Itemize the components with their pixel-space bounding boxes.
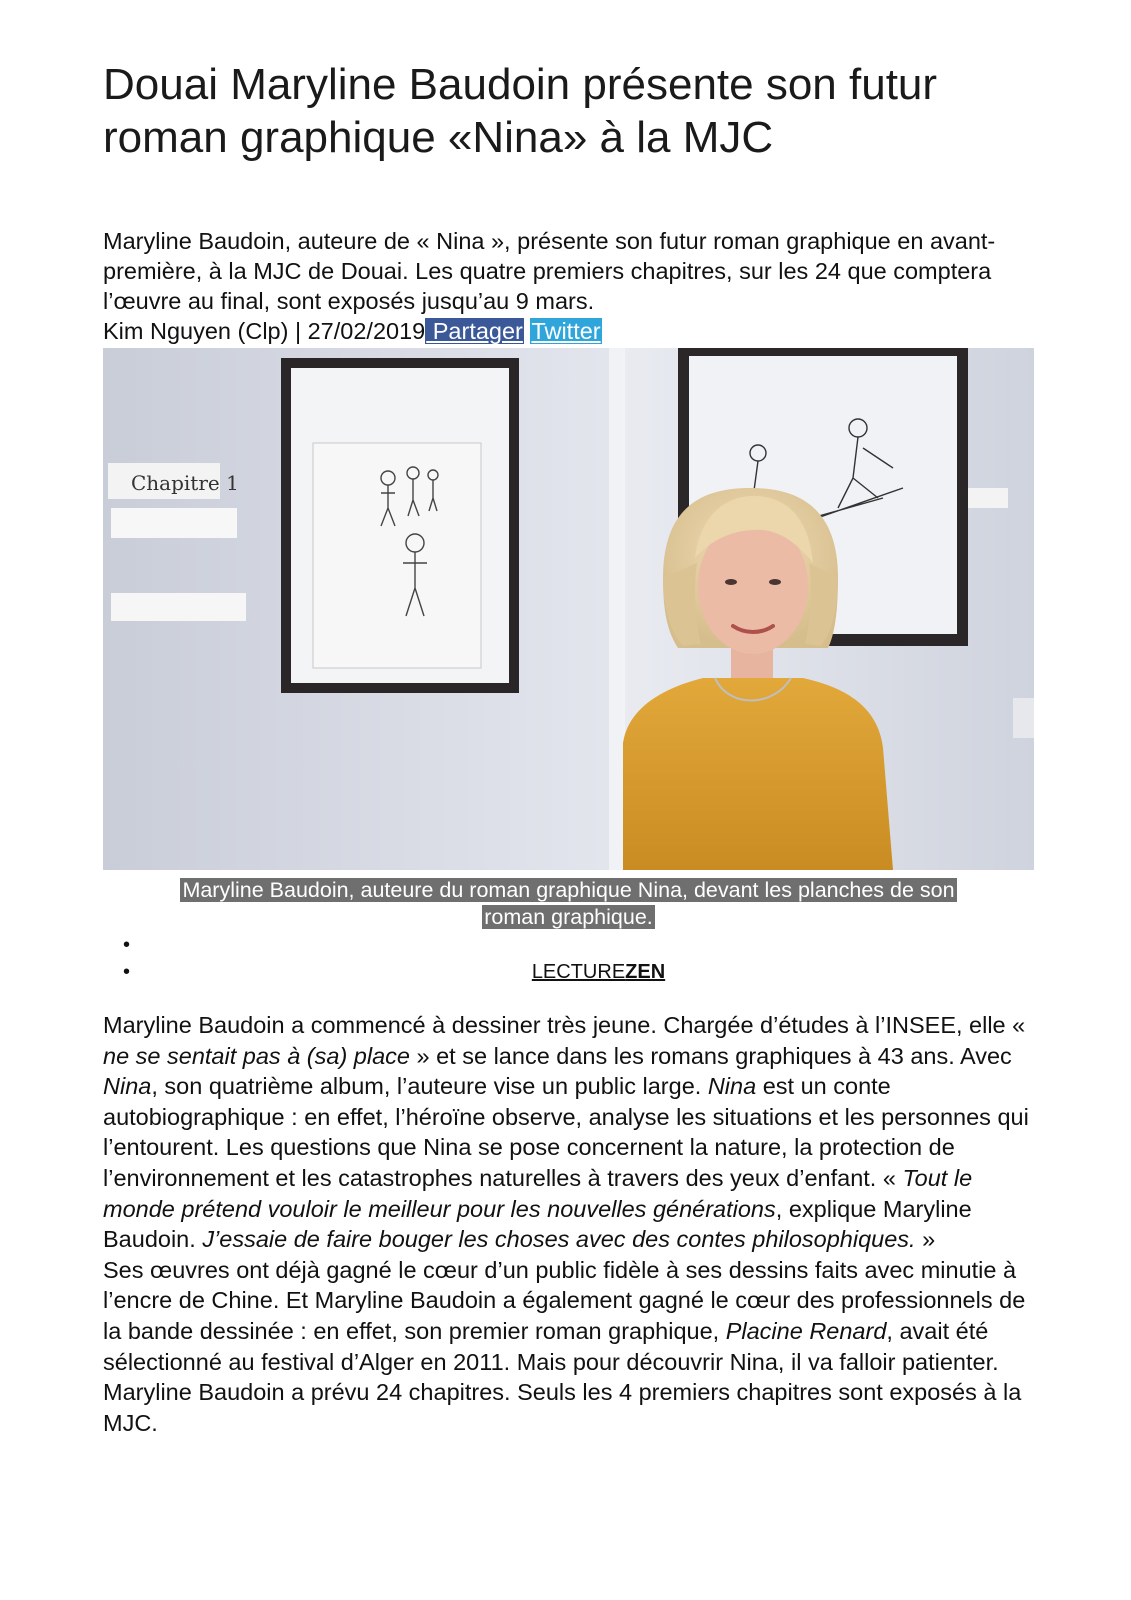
body-title: Nina (103, 1073, 152, 1100)
body-text: , explique Maryline Baudoin. (103, 1195, 972, 1253)
list-item (103, 932, 1034, 959)
body-quote: Tout le monde prétend vouloir le meilleur pour les nouvelles générations (103, 1164, 973, 1222)
article-title: Douai Maryline Baudoin présente son futur roman graphique «Nina» à la MJC (103, 60, 938, 162)
chapter-label: Chapitre 1 (131, 471, 239, 495)
bullet-char: • (123, 934, 131, 956)
body-paragraph-1 (103, 1010, 1043, 1255)
body-paragraph-2 (103, 1255, 1043, 1439)
body-text: » et se lance dans les romans graphiques à 43 ans. Avec (409, 1042, 1012, 1069)
share-facebook-link[interactable]: Partager (426, 318, 523, 344)
body-title: Placine Renard (725, 1317, 887, 1344)
caption-line-1: Maryline Baudoin, auteure du roman graphique Nina, devant les planches de son (182, 878, 955, 902)
body-text: » (915, 1226, 936, 1253)
share-twitter-link[interactable]: Twitter (531, 318, 601, 344)
lead-text: Maryline Baudoin, auteure de « Nina », présente son futur roman graphique en avant-première, à la MJC de Douai. Les quatre premiers chapitres, sur les 24 que comptera l’œuvre au final, sont exposés jusqu’au 9 mars. (103, 228, 996, 314)
caption-line-2: roman graphique. (484, 905, 653, 929)
bullet-list (103, 932, 1034, 986)
body-text: Ses œuvres ont déjà gagné le cœur d’un public fidèle à ses dessins faits avec minutie à l’encre de Chine. Et Maryline Baudoin a également gagné le cœur des professionnels de la bande dessinée : en effet, son premier roman graphique, (103, 1256, 1026, 1344)
bullet-char: • (123, 961, 131, 983)
article-lead (103, 226, 1043, 346)
lecturezen-part-b: ZEN (625, 961, 666, 983)
article-body (103, 1010, 1043, 1438)
lecturezen-part-a: LECTURE (531, 961, 626, 983)
list-item (103, 959, 1034, 986)
body-text: Maryline Baudoin a commencé à dessiner très jeune. Chargée d’études à l’INSEE, elle « (103, 1012, 1026, 1038)
photo-caption (103, 877, 1034, 931)
article-photo (103, 348, 1034, 870)
byline: Kim Nguyen (Clp) | 27/02/2019 (103, 318, 426, 344)
body-text: est un conte autobiographique : en effet, l’héroïne observe, analyse les situations et les personnes qui l’entourent. Les questions que Nina se pose concernent la nature, la protection de l’environnement et les catastrophes naturelles à travers des yeux d’enfant. « (103, 1073, 1029, 1191)
body-quote: J’essaie de faire bouger les choses avec des contes philosophiques. (202, 1226, 916, 1253)
body-text: , avait été sélectionné au festival d’Alger en 2011. Mais pour découvrir Nina, il va falloir patienter. Maryline Baudoin a prévu 24 chapitres. Seuls les 4 premiers chapitres sont exposés à la MJC. (103, 1317, 1022, 1436)
body-text: , son quatrième album, l’auteure vise un public large. (151, 1073, 708, 1100)
body-title: Nina (707, 1073, 757, 1100)
body-quote: ne se sentait pas à (sa) place (103, 1042, 410, 1069)
byline-row (103, 316, 1043, 346)
lecturezen-link[interactable] (103, 959, 1034, 986)
